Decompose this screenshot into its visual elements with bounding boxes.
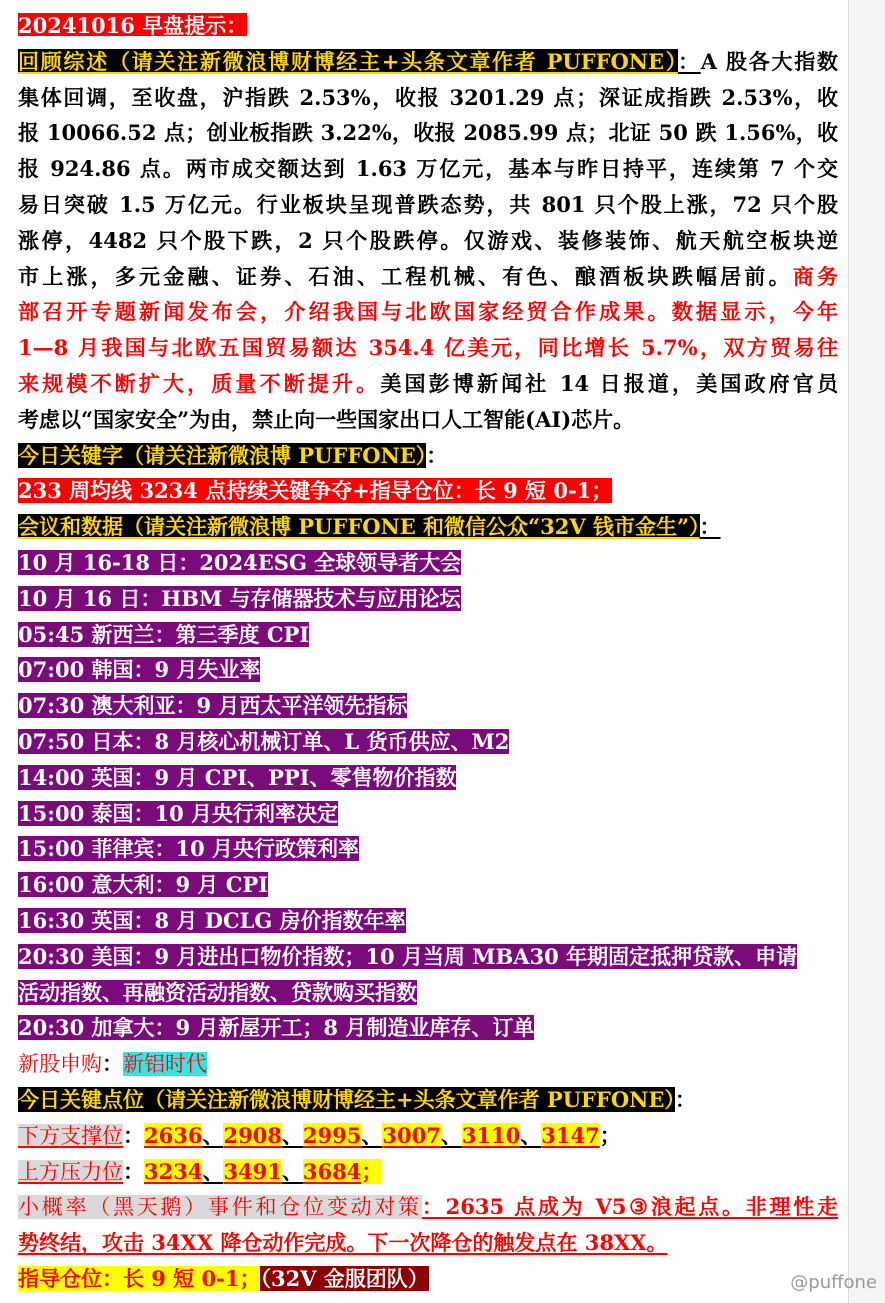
meeting-item: 07:00 韩国：9 月失业率 bbox=[18, 657, 261, 683]
review-line-11: 考虑以“国家安全”为由，禁止向一些国家出口人工智能(AI)芯片。 bbox=[18, 406, 635, 432]
ipo-label: 新股申购 bbox=[18, 1052, 102, 1077]
support-label: 下方支撑位 bbox=[18, 1123, 123, 1148]
resistance-label: 上方压力位 bbox=[18, 1159, 123, 1184]
review-line-2: 集体回调，至收盘，沪指跌 2.53%，收报 3201.29 点；深证成指跌 2.53%，收 bbox=[18, 84, 838, 110]
keywords-header-line: 今日关键字（请关注新微浪博 PUFFONE）： bbox=[18, 442, 448, 468]
support-level: 2995 bbox=[302, 1122, 362, 1148]
review-line-1: 回顾综述（请关注新微浪博财博经主+头条文章作者 PUFFONE）：A 股各大指数 bbox=[18, 48, 839, 74]
guide-line bbox=[18, 1261, 838, 1297]
support-level: 2908 bbox=[223, 1122, 282, 1148]
resistance-line: 上方压力位：3234、3491、3684； bbox=[18, 1158, 383, 1184]
meeting-item: 20:30 加拿大：9 月新屋开工；8 月制造业库存、订单 bbox=[18, 1015, 535, 1041]
resistance-level: 3684 bbox=[302, 1158, 362, 1184]
review-line-9: 1—8 月我国与北欧五国贸易额达 354.4 亿美元，同比增长 5.7%，双方贸易往 bbox=[18, 335, 838, 361]
support-level: 3147 bbox=[541, 1122, 600, 1148]
ipo-line: 新股申购：新铝时代 bbox=[18, 1051, 207, 1077]
meeting-item: 10 月 16 日：HBM 与存储器技术与应用论坛 bbox=[18, 585, 461, 611]
scroll-rail[interactable] bbox=[850, 0, 885, 1303]
meeting-item: 16:00 意大利：9 月 CPI bbox=[18, 872, 269, 898]
doc-title: 20241016 早盘提示： bbox=[18, 13, 248, 38]
keywords-line bbox=[18, 473, 838, 509]
meetings-header: 会议和数据（请关注新微浪博 PUFFONE 和微信公众“32V 钱市金生”） bbox=[18, 514, 700, 540]
ipo-value: 新铝时代 bbox=[123, 1052, 207, 1077]
meeting-item: 10 月 16-18 日：2024ESG 全球领导者大会 bbox=[18, 549, 462, 575]
keywords-text: 233 周均线 3234 点持续关键争夺+指导仓位：长 9 短 0-1； bbox=[18, 478, 613, 504]
levels-header-line: 今日关键点位（请关注新微浪博财博经主+头条文章作者 PUFFONE）： bbox=[18, 1086, 696, 1112]
guide-text: 指导仓位：长 9 短 0-1； bbox=[18, 1265, 261, 1291]
review-line-8: 部召开专题新闻发布会，介绍我国与北欧国家经贸合作成果。数据显示，今年 bbox=[18, 299, 838, 325]
review-line-5: 易日突破 1.5 万亿元。行业板块呈现普跌态势，共 801 只个股上涨，72 只个股 bbox=[18, 191, 838, 217]
document-body bbox=[18, 8, 838, 1297]
meeting-item: 15:00 泰国：10 月央行利率决定 bbox=[18, 800, 339, 826]
risk-label: 小概率（黑天鹅）事件和仓位变动对策 bbox=[18, 1195, 422, 1220]
levels-header: 今日关键点位（请关注新微浪博财博经主+头条文章作者 PUFFONE） bbox=[18, 1086, 675, 1112]
review-line-4: 报 924.86 点。两市成交额达到 1.63 万亿元，基本与昨日持平，连续第 7 个交 bbox=[18, 156, 838, 182]
meeting-item: 活动指数、再融资活动指数、贷款购买指数 bbox=[18, 979, 417, 1005]
review-line-7: 市上涨，多元金融、证券、石油、工程机械、有色、酿酒板块跌幅居前。商务 bbox=[18, 263, 839, 289]
meeting-item: 07:50 日本：8 月核心机械订单、L 货币供应、M2 bbox=[18, 728, 510, 754]
weibo-watermark: @puffone bbox=[790, 1272, 877, 1293]
review-line-6: 涨停，4482 只个股下跌，2 只个股跌停。仅游戏、装修装饰、航天航空板块逆 bbox=[18, 227, 838, 253]
risk-line-2: 势终结，攻击 34XX 降仓动作完成。下一次降仓的触发点在 38XX。 bbox=[18, 1230, 668, 1256]
support-level: 3110 bbox=[461, 1122, 521, 1148]
meeting-item: 05:45 新西兰：第三季度 CPI bbox=[18, 621, 310, 647]
support-level: 3007 bbox=[382, 1122, 441, 1148]
resistance-level: 3491 bbox=[223, 1158, 282, 1184]
support-line: 下方支撑位：2636、2908、2995、3007、3110、3147； bbox=[18, 1122, 621, 1148]
meeting-item: 14:00 英国：9 月 CPI、PPI、零售物价指数 bbox=[18, 764, 457, 790]
meeting-item: 20:30 美国：9 月进出口物价指数；10 月当周 MBA30 年期固定抵押贷款、申请 bbox=[18, 943, 798, 969]
resistance-level: 3234 bbox=[144, 1158, 203, 1184]
risk-line-1: 小概率（黑天鹅）事件和仓位变动对策：2635 点成为 V5③浪起点。非理性走 bbox=[18, 1194, 838, 1220]
meeting-item: 15:00 菲律宾：10 月央行政策利率 bbox=[18, 836, 360, 862]
support-level: 2636 bbox=[144, 1122, 203, 1148]
review-line-10: 来规模不断扩大，质量不断提升。美国彭博新闻社 14 日报道，美国政府官员 bbox=[18, 370, 838, 396]
meetings-header-line: 会议和数据（请关注新微浪博 PUFFONE 和微信公众“32V 钱市金生”）： bbox=[18, 514, 721, 540]
review-line-3: 报 10066.52 点；创业板指跌 3.22%，收报 2085.99 点；北证 50 跌 1.56%，收 bbox=[18, 120, 838, 146]
review-header: 回顾综述（请关注新微浪博财博经主+头条文章作者 PUFFONE） bbox=[18, 48, 678, 74]
guide-team: （32V 金服团队） bbox=[260, 1265, 429, 1291]
meeting-item: 16:30 英国：8 月 DCLG 房价指数年率 bbox=[18, 907, 406, 933]
meeting-item: 07:30 澳大利亚：9 月西太平洋领先指标 bbox=[18, 693, 408, 719]
keywords-header: 今日关键字（请关注新微浪博 PUFFONE） bbox=[18, 442, 427, 468]
